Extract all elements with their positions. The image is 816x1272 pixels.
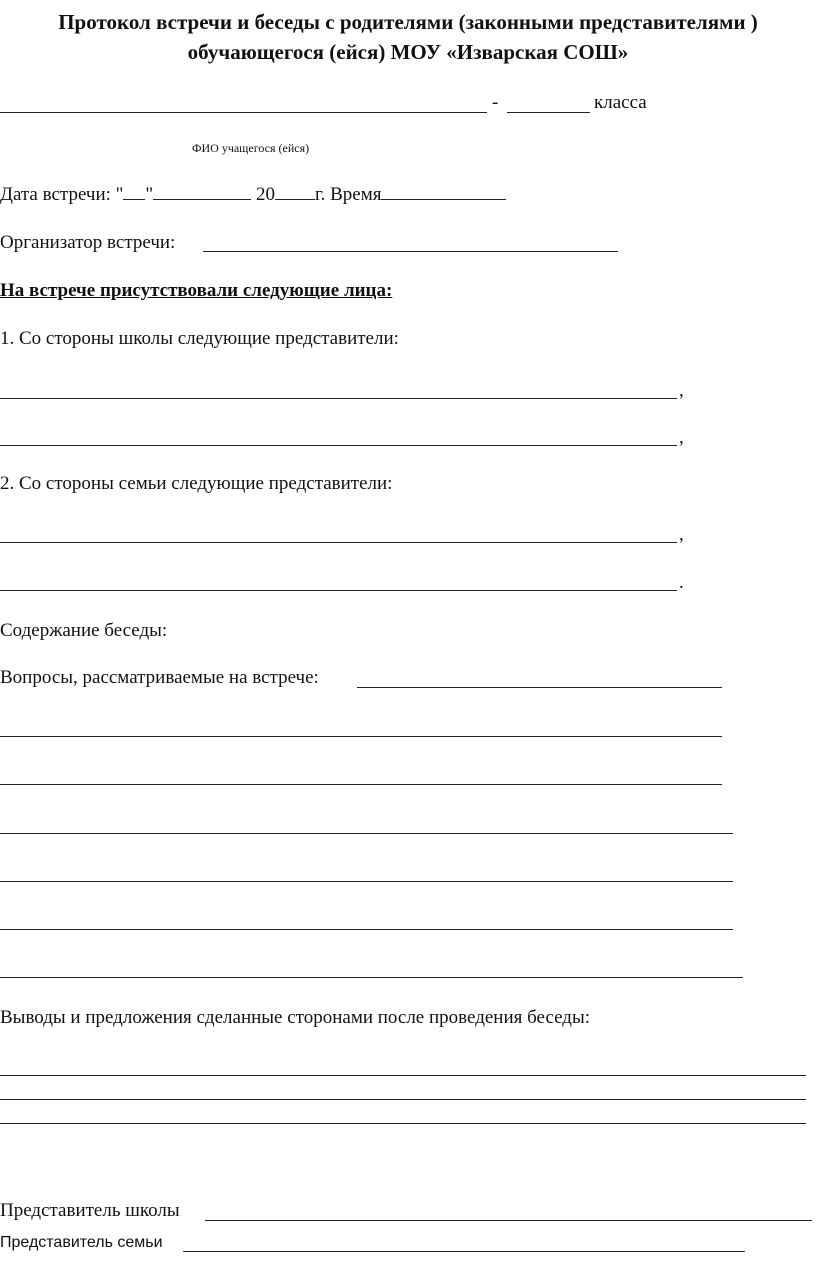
page-title-line-2: обучающегося (ейся) МОУ «Изварская СОШ» xyxy=(187,40,629,64)
day-field[interactable] xyxy=(123,184,145,200)
conclusions-field-1[interactable] xyxy=(0,1075,806,1076)
family-rep-field-1[interactable] xyxy=(0,542,677,543)
attendees-heading: На встрече присутствовали следующие лица: xyxy=(0,280,393,301)
school-rep-field-2[interactable] xyxy=(0,445,677,446)
family-rep-signature-field[interactable] xyxy=(183,1251,745,1252)
time-field[interactable] xyxy=(381,184,506,200)
conclusions-label: Выводы и предложения сделанные сторонами после проведения беседы: xyxy=(0,1007,591,1028)
school-rep-field-1[interactable] xyxy=(0,398,677,399)
questions-label: Вопросы, рассматриваемые на встрече: xyxy=(0,667,319,688)
questions-field-4[interactable] xyxy=(0,833,733,834)
date-prefix: Дата встречи: " xyxy=(0,184,124,205)
organizer-field[interactable] xyxy=(203,251,618,252)
conclusions-field-3[interactable] xyxy=(0,1123,806,1124)
fio-caption: ФИО учащегося (ейся) xyxy=(192,141,310,155)
conclusions-field-2[interactable] xyxy=(0,1099,806,1100)
time-label: г. Время xyxy=(314,184,382,205)
questions-field-6[interactable] xyxy=(0,929,733,930)
questions-field-first[interactable] xyxy=(357,687,722,688)
questions-field-3[interactable] xyxy=(0,784,722,785)
month-field[interactable] xyxy=(153,184,251,200)
school-rep-comma-2: , xyxy=(679,427,684,448)
dash-separator: - xyxy=(492,92,499,113)
family-rep-period: . xyxy=(679,572,684,593)
questions-field-2[interactable] xyxy=(0,736,722,737)
family-reps-label: 2. Со стороны семьи следующие представители: xyxy=(0,473,393,494)
questions-field-5[interactable] xyxy=(0,881,733,882)
date-label xyxy=(0,184,506,206)
school-rep-comma-1: , xyxy=(679,380,684,401)
organizer-label: Организатор встречи: xyxy=(0,232,176,253)
family-rep-comma-1: , xyxy=(679,524,684,545)
school-rep-signature-label: Представитель школы xyxy=(0,1200,180,1221)
year-field[interactable] xyxy=(275,184,315,200)
class-label: класса xyxy=(594,92,647,113)
family-rep-field-2[interactable] xyxy=(0,590,677,591)
page-title-line-1: Протокол встречи и беседы с родителями (законными представителями ) xyxy=(58,10,758,34)
date-quote-close: " xyxy=(145,184,154,205)
family-rep-signature-label: Представитель семьи xyxy=(0,1234,163,1251)
student-name-field[interactable] xyxy=(0,112,487,113)
content-heading: Содержание беседы: xyxy=(0,620,168,641)
class-field[interactable] xyxy=(507,112,590,113)
year-prefix: 20 xyxy=(255,184,275,205)
school-reps-label: 1. Со стороны школы следующие представители: xyxy=(0,328,399,349)
questions-field-7[interactable] xyxy=(0,977,743,978)
school-rep-signature-field[interactable] xyxy=(205,1220,812,1221)
